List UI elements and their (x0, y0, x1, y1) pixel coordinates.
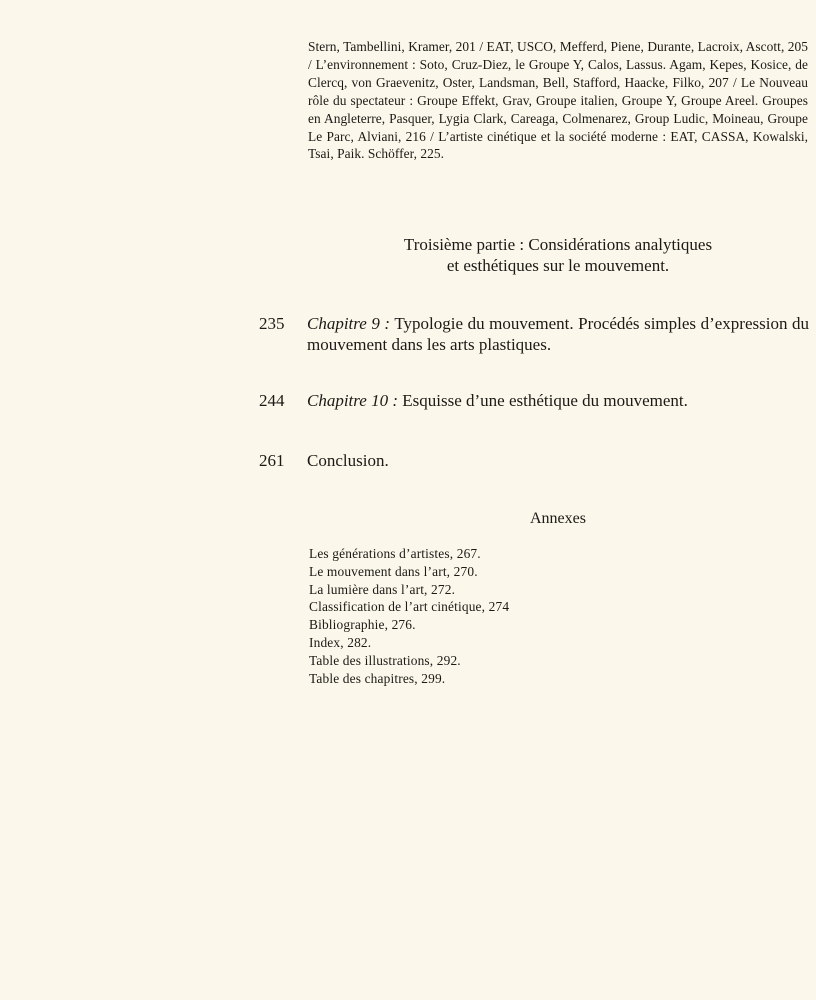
part-heading-line-1: Troisième partie : Considérations analytiques (403, 235, 713, 254)
entry-text (307, 450, 389, 471)
chapter-title: Typologie du mouvement. Procédés simples d’expression du mouvement dans les arts plastiques. (307, 314, 809, 354)
entry-text (307, 390, 688, 411)
annexes-list (309, 545, 509, 687)
chapter-title: Esquisse d’une esthétique du mouvement. (402, 391, 688, 410)
page-number: 244 (259, 391, 285, 410)
page-number: 235 (259, 314, 285, 333)
annex-item[interactable]: Bibliographie, 276. (309, 617, 416, 633)
page-number: 261 (259, 451, 285, 470)
annex-item[interactable]: Les générations d’artistes, 267. (309, 546, 481, 561)
annex-item[interactable]: Classification de l’art cinétique, 274 (309, 599, 510, 615)
chapter-label: Chapitre 10 : (307, 391, 398, 410)
entry-text (307, 313, 809, 355)
annex-item[interactable]: Index, 282. (309, 634, 372, 650)
annexes-heading: Annexes (530, 510, 586, 527)
conclusion-title: Conclusion. (307, 451, 389, 470)
annex-item[interactable]: La lumière dans l’art, 272. (309, 581, 456, 597)
annex-item[interactable]: Le mouvement dans l’art, 270. (309, 563, 478, 579)
annex-item[interactable]: Table des chapitres, 299. (309, 670, 446, 686)
chapter-label: Chapitre 9 : (307, 314, 391, 333)
annex-item[interactable]: Table des illustrations, 292. (309, 652, 461, 668)
part-heading-line-2: et esthétiques sur le mouvement. (446, 256, 670, 275)
artist-names-paragraph: Stern, Tambellini, Kramer, 201 / EAT, USCO, Mefferd, Piene, Durante, Lacroix, Ascott, 205 / L’environnement : Soto, Cruz-Diez, le Groupe Y, Calos, Lassus. Agam, Kepes, Kosice, de Clercq, von Graevenitz, Oster, Landsman, Bell, Stafford, Haacke, Filko, 207 / Le Nouveau rôle du spectateur : Groupe Effekt, Grav, Groupe italien, Groupe Y, Groupe Areel. Groupes en Angleterre, Pasquer, Lygia Clark, Careaga, Colmenarez, Group Ludic, Moineau, Groupe Le Parc, Alviani, 216 / L’artiste cinétique et la société moderne : EAT, CASSA, Kowalski, Tsai, Paik. Schöffer, 225. (308, 39, 808, 162)
part-three-heading (300, 234, 816, 276)
